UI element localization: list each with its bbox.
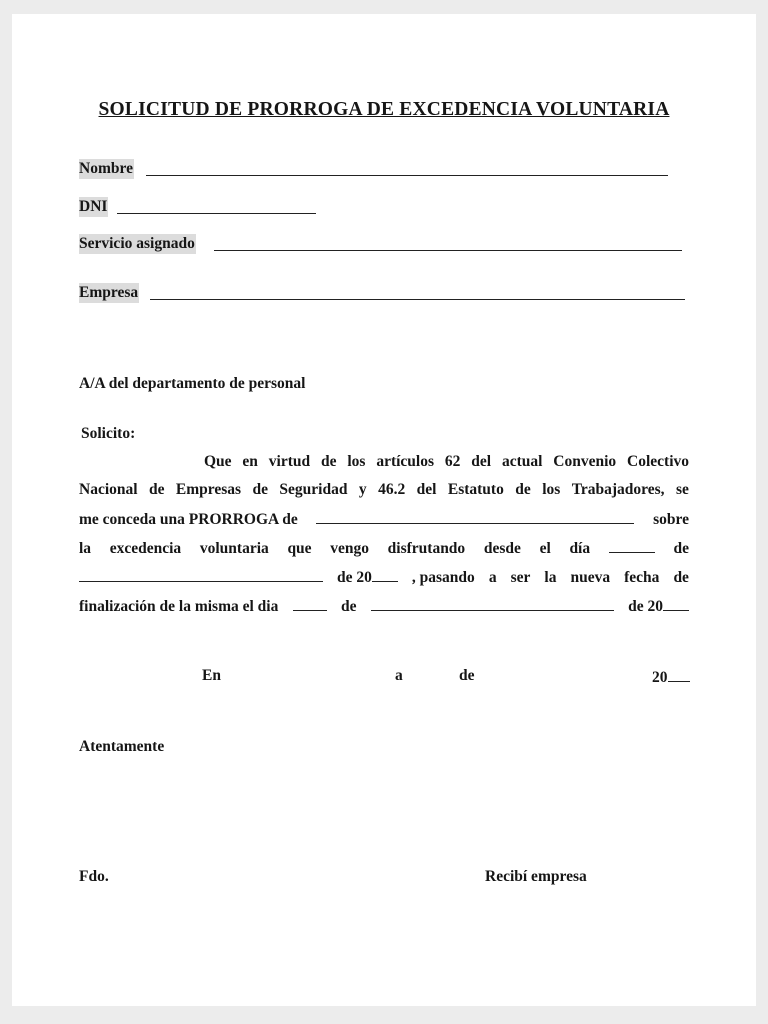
- end-year-group: [628, 596, 689, 616]
- dni-field[interactable]: [117, 213, 316, 214]
- closing-text: Atentamente: [79, 738, 165, 755]
- de-20-text: de 20: [628, 598, 663, 615]
- finalizacion-text: finalización de la misma el dia: [79, 598, 279, 615]
- body-line-6: [79, 596, 689, 616]
- body-word: los: [542, 481, 561, 498]
- body-word: el: [539, 540, 551, 557]
- end-year-field[interactable]: [663, 596, 689, 611]
- body-word: de: [673, 569, 689, 586]
- body-word: Trabajadores,: [571, 481, 665, 498]
- date-year-group: [652, 667, 690, 687]
- body-word: de: [673, 540, 689, 557]
- date-year-label: 20: [652, 669, 668, 686]
- body-line-2: [79, 481, 689, 499]
- body-word: del: [416, 481, 437, 498]
- body-line-1: Que en virtud de los artículos 62 del actual Convenio Colectivo: [204, 453, 689, 470]
- empresa-label: Empresa: [79, 284, 139, 301]
- body-word: que: [287, 540, 312, 557]
- body-word: y: [358, 481, 367, 498]
- body-word: de: [515, 481, 531, 498]
- prorroga-duration-field[interactable]: [316, 509, 634, 524]
- de-20-text: de 20: [337, 569, 372, 586]
- body-word: excedencia: [109, 540, 182, 557]
- prorroga-text: me conceda una PRORROGA de: [79, 511, 298, 528]
- body-word: voluntaria: [199, 540, 269, 557]
- body-word: la: [544, 569, 557, 586]
- sobre-text: sobre: [653, 511, 689, 528]
- body-word: ser: [510, 569, 531, 586]
- body-word: de: [148, 481, 165, 498]
- nombre-label: Nombre: [79, 160, 133, 177]
- start-year-group: [337, 567, 398, 587]
- body-word: nueva: [570, 569, 611, 586]
- body-word: , pasando: [411, 569, 475, 586]
- body-word: la: [79, 540, 92, 557]
- date-year-field[interactable]: [668, 667, 690, 682]
- body-word: de: [340, 598, 357, 615]
- body-word: Empresas: [175, 481, 242, 498]
- body-line-4: [79, 538, 689, 558]
- start-day-field[interactable]: [609, 538, 655, 553]
- end-day-field[interactable]: [293, 596, 327, 611]
- body-word: se: [675, 481, 689, 498]
- date-a-label: a: [395, 667, 403, 684]
- addressee-text: A/A del departamento de personal: [79, 375, 306, 392]
- date-de-label: de: [459, 667, 475, 684]
- body-word: fecha: [624, 569, 660, 586]
- body-word: a: [488, 569, 497, 586]
- body-word: Nacional: [79, 481, 138, 498]
- signature-fdo: Fdo.: [79, 868, 109, 885]
- date-en-label: En: [202, 667, 221, 684]
- empresa-field[interactable]: [150, 299, 685, 300]
- start-year-field[interactable]: [372, 567, 398, 582]
- form-title: SOLICITUD DE PRORROGA DE EXCEDENCIA VOLUNTARIA: [98, 99, 670, 120]
- servicio-label: Servicio asignado: [79, 235, 195, 252]
- start-month-field[interactable]: [79, 567, 323, 582]
- end-month-field[interactable]: [371, 596, 614, 611]
- body-word: 46.2: [378, 481, 406, 498]
- servicio-field[interactable]: [214, 250, 682, 251]
- body-word: día: [569, 540, 591, 557]
- signature-recibi-empresa: Recibí empresa: [485, 868, 587, 885]
- nombre-field[interactable]: [146, 175, 668, 176]
- body-word: de: [252, 481, 268, 498]
- body-word: disfrutando: [387, 540, 466, 557]
- dni-label: DNI: [79, 198, 108, 215]
- body-word: Seguridad: [279, 481, 348, 498]
- body-line-5: [79, 567, 689, 587]
- body-word: desde: [483, 540, 521, 557]
- body-word: vengo: [330, 540, 369, 557]
- body-word: Estatuto: [447, 481, 504, 498]
- body-line-3: [79, 509, 689, 529]
- solicito-heading: Solicito:: [81, 425, 136, 442]
